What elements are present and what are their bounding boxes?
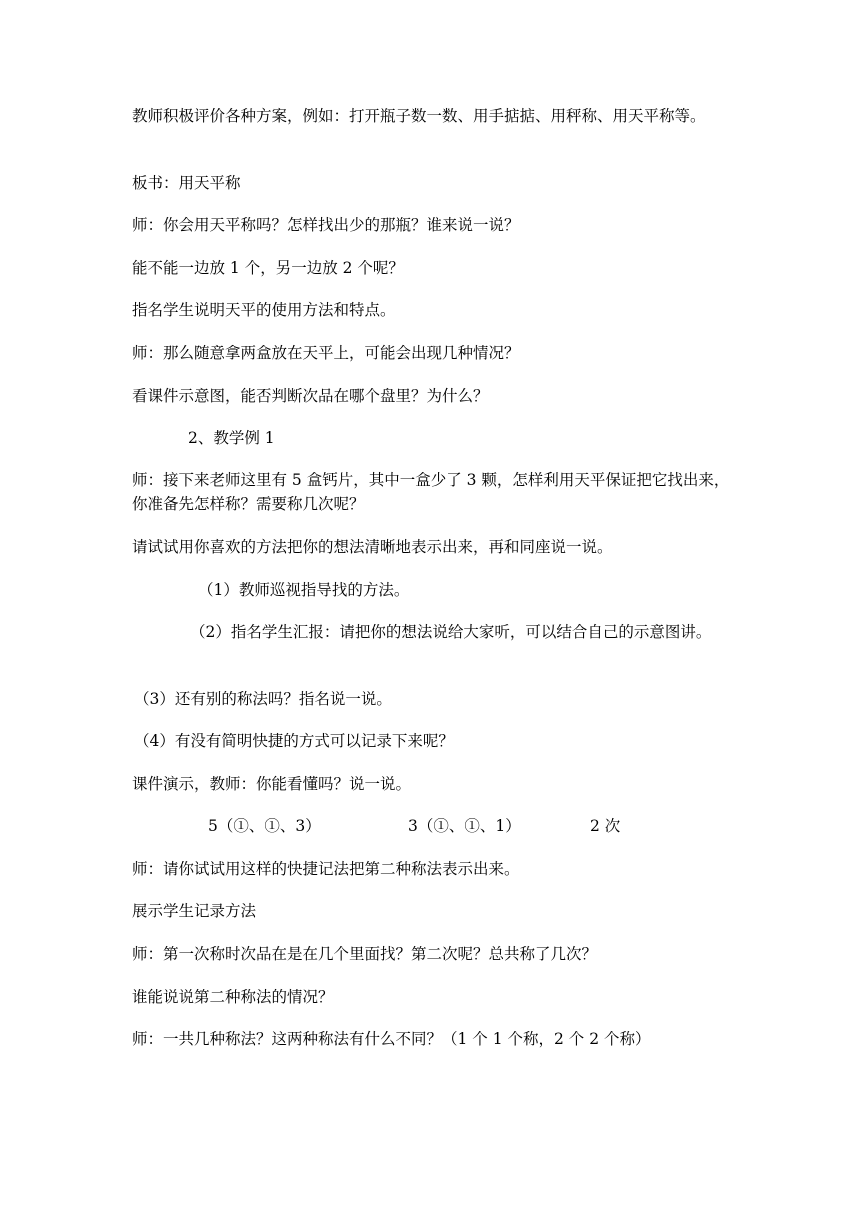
paragraph-one-vs-two: 能不能一边放 1 个，另一边放 2 个呢？ <box>132 259 404 277</box>
paragraph-step-3: （3）还有别的称法吗？指名说一说。 <box>134 690 392 708</box>
paragraph-step-1: （1）教师巡视指导找的方法。 <box>198 581 410 599</box>
notation-second-weighing: 3（①、①、1） <box>408 817 521 835</box>
paragraph-compare-methods: 师：一共几种称法？这两种称法有什么不同？（1 个 1 个称，2 个 2 个称） <box>132 1030 651 1048</box>
paragraph-step-4: （4）有没有简明快捷的方式可以记录下来呢？ <box>134 732 454 750</box>
paragraph-five-boxes: 师：接下来老师这里有 5 盒钙片，其中一盒少了 3 颗，怎样利用天平保证把它找出来，你准备先怎样称？需要称几次呢？ <box>132 471 730 513</box>
paragraph-try-method: 请试试用你喜欢的方法把你的想法清晰地表示出来，再和同座说一说。 <box>132 538 613 556</box>
paragraph-evaluate-methods: 教师积极评价各种方案，例如：打开瓶子数一数、用手掂掂、用秤称、用天平称等。 <box>132 107 706 125</box>
notation-total-count: 2 次 <box>590 817 621 835</box>
paragraph-courseware-diagram: 看课件示意图，能否判断次品在哪个盘里？为什么？ <box>132 387 489 405</box>
paragraph-explain-balance: 指名学生说明天平的使用方法和特点。 <box>132 301 396 319</box>
paragraph-two-boxes: 师：那么随意拿两盒放在天平上，可能会出现几种情况？ <box>132 344 520 362</box>
section-heading-example-1: 2、教学例 1 <box>188 429 275 447</box>
paragraph-board-writing: 板书：用天平称 <box>132 174 241 192</box>
paragraph-show-records: 展示学生记录方法 <box>132 902 257 920</box>
paragraph-step-2: （2）指名学生汇报：请把你的想法说给大家听，可以结合自己的示意图讲。 <box>190 623 712 641</box>
weighing-notation-row <box>132 814 732 838</box>
paragraph-teacher-question-balance: 师：你会用天平称吗？怎样找出少的那瓶？谁来说一说？ <box>132 216 520 234</box>
paragraph-courseware-demo: 课件演示，教师：你能看懂吗？说一说。 <box>132 775 412 793</box>
notation-first-weighing: 5（①、①、3） <box>208 817 321 835</box>
paragraph-first-weighing-question: 师：第一次称时次品在是在几个里面找？第二次呢？总共称了几次？ <box>132 945 598 963</box>
paragraph-quick-notation: 师：请你试试用这样的快捷记法把第二种称法表示出来。 <box>132 860 520 878</box>
paragraph-second-method: 谁能说说第二种称法的情况？ <box>132 988 334 1006</box>
